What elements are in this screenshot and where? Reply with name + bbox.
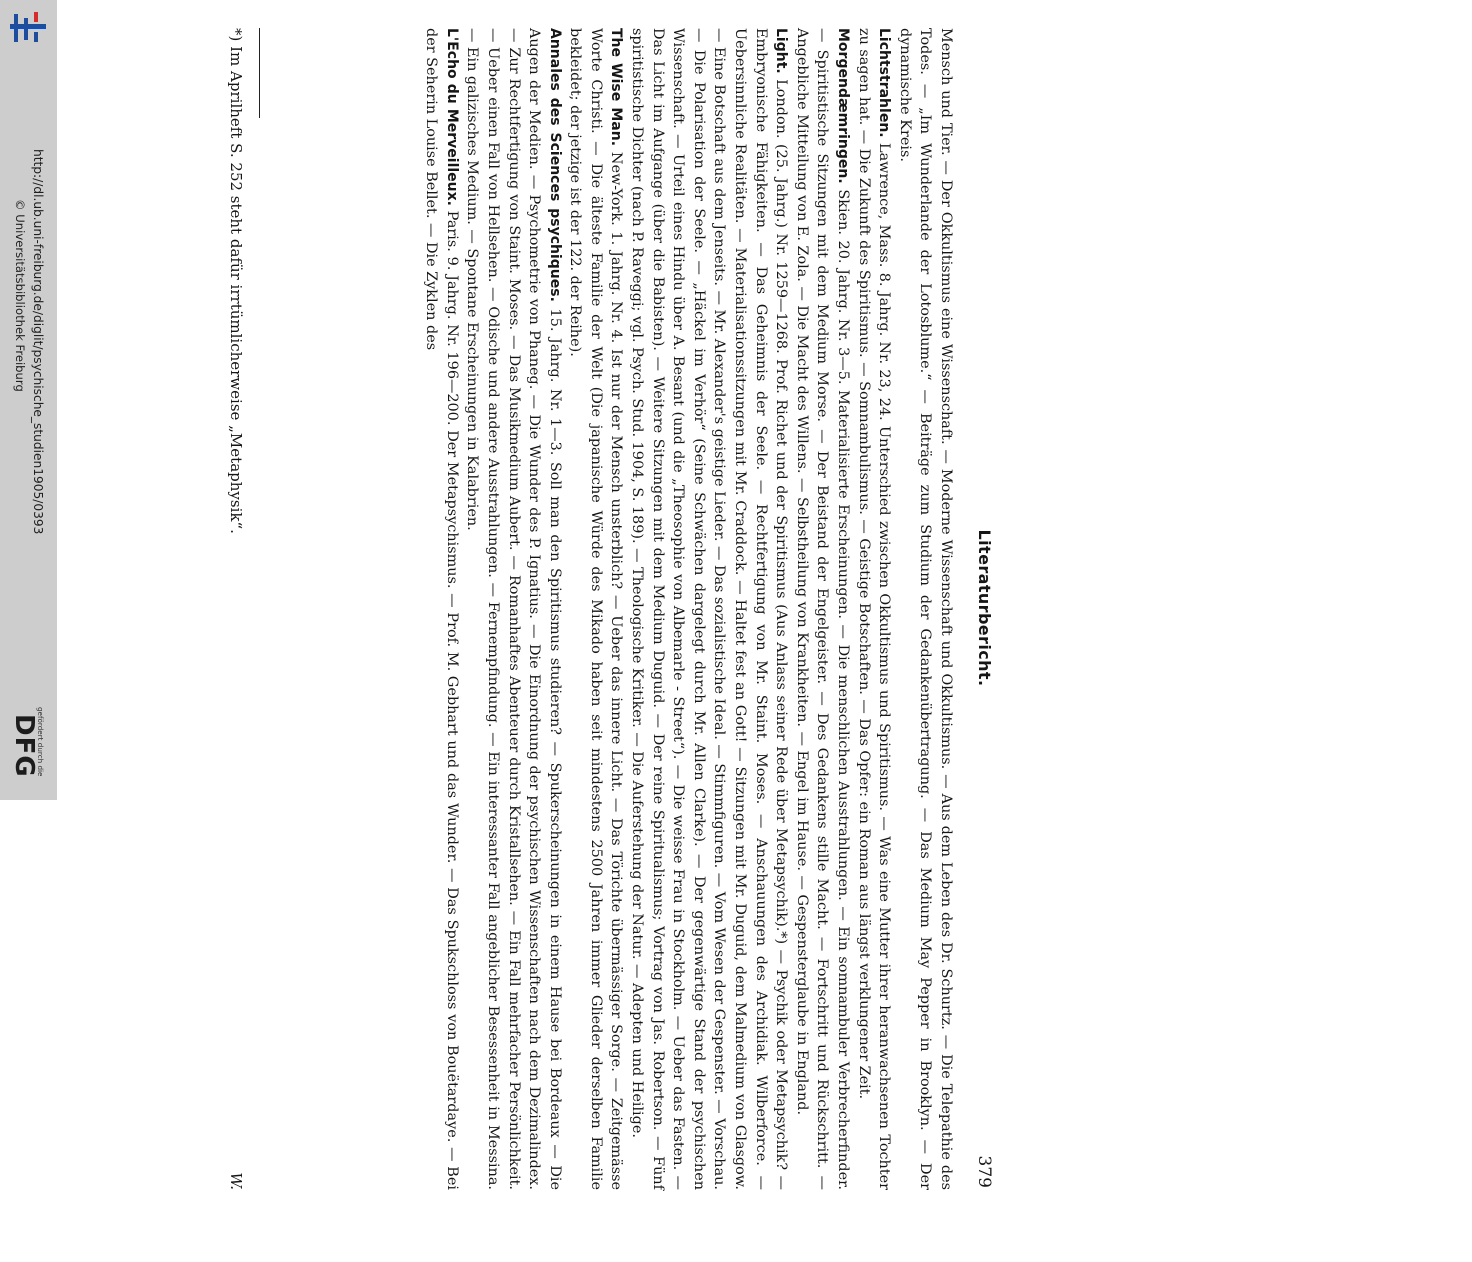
entry-text: Lawrence, Mass. 8. Jahrg. Nr. 23, 24. Unterschied zwischen Okkultismus und Spiritismus. — Was eine Mutter ihrer heranwachsenen Tochter zu sagen hat. — Die Zukunft des Spiritismus. — Somnambulismus. — Geistige Botschaften. — Das Opfer: ein Roman aus längst verklungener Zeit. — [855, 28, 893, 1190]
dfg-logo — [0, 704, 57, 800]
entry — [421, 28, 462, 1190]
entry — [627, 28, 792, 1190]
journal-title: Annales des Sciences psychiques. — [546, 28, 563, 302]
journal-title: Lichtstrahlen. — [876, 28, 893, 138]
entry-text: 15. Jahrg. Nr. 1—3. Soll man den Spiritismus studieren? — Spukerscheinungen in einem Hause bei Bordeaux — Die Augen der Medien. — Psychometrie von Phaneg. — Die Wunder des P. Ignatius. — Die Einordnung der psychischen Wissenschaften nach dem Dezimalindex. — Zur Rechtfertigung von Staint. Moses. — Das Musikmedium Aubert. — Romanhaftes Abenteuer durch Kristallsehen. — Ein Fall mehrfacher Persönlichkeit. — Ueber einen Fall von Hellsehen. — Odische und andere Ausstrahlungen. — Fernempfindung. — Ein interessanter Fall angeblicher Besessenheit in Messina. — Ein galizisches Medium. — Spontane Erscheinungen in Kalabrien. — [464, 28, 563, 1190]
entry-text: Mensch und Tier. — Der Okkultismus eine Wissenschaft. — Moderne Wissenschaft und Okkultismus. — Aus dem Leben des Dr. Schurtz. — Die Telepathie des Todes. — „Im Wunderlande der Lotosblume.“ — Beiträge zum Studium der Gedankenübertragung. — Das Medium May Pepper in Brooklyn. — Der dynamische Kreis. — [896, 28, 954, 1190]
footnote-divider — [259, 28, 260, 118]
entry — [791, 28, 853, 1190]
document-page — [200, 0, 1462, 1190]
copyright-text: © Universitätsbibliothek Freiburg — [13, 199, 27, 392]
entry-text: Skien. 20. Jahrg. Nr. 3—5. Materialisierte Erscheinungen. — Die menschlichen Ausstrahlungen. — Ein somnambuler Verbrecherfinder. — Spiritistische Sitzungen mit dem Medium Morse. — Der Beistand der Engelgeister. — Des Gedankens stille Macht. — Fortschritt und Rückschritt. — Angebliche Mitteilung von E. Zola. — Die Macht des Willens. — Selbstheilung von Krankheiten. — Engel im Hause. — Gespensterglaube in England. — [793, 28, 852, 1190]
entry — [853, 28, 894, 1190]
journal-title: The Wise Man. — [608, 28, 625, 147]
entry-text: London. (25. Jahrg.) Nr. 1259—1268. Prof. Richet und der Spiritismus (Aus Anlass seiner Rede über Metapsychik).*) — Psychik oder Metapsychik? — Embryonische Fähigkeiten. — Das Geheimnis der Seele. — Rechtfertigung von Mr. Staint. Moses. — Anschauungen des Archidiak. Wilberforce. — Uebersinnliche Realitäten. — Materialisationssitzungen mit Mr. Craddock. — Haltet fest an Gott! — Sitzungen mit Mr. Duguid, dem Malmedium von Glasgow. — Eine Botschaft aus dem Jenseits. — Mr. Alexander's geistige Lieder. — Das sozialistische Ideal. — Stimmfiguren. — Vom Wesen der Gespenster. — Vorschau. — Die Polarisation der Seele. — „Häckel im Verhör“ (Seine Schwächen dargelegt durch Mr. Allen Clarke). — Der gegenwärtige Stand der psychischen Wissenschaft. — Urteil eines Hindu über A. Besant (und die „Theosophie von Albemarle - Street“). — Die weisse Frau in Stockholm. — Ueber das Fasten. — Das Licht im Aufgange (über die Babisten). — Weitere Sitzungen mit dem Medium Duguid. — Der reine Spiritualismus; Vortrag von Jas. Robertson. — Fünf spiritistische Dichter (nach P. Raveggi; vgl. Psych. Stud. 1904, S. 189). — Theologische Kritiker. — Die Auferstehung der Natur. — Adepten und Heilige. — [629, 28, 790, 1190]
page-number: 379 — [974, 1155, 994, 1188]
footnote-text: *) Im Aprilheft S. 252 steht dafür irrtümlicherweise „Metaphysik“. — [227, 28, 245, 534]
running-head — [966, 28, 994, 1188]
dfg-funding-text: gefördert durch die — [36, 707, 45, 777]
footnote — [226, 28, 246, 1190]
entry — [894, 28, 956, 1190]
journal-title: Light. — [773, 28, 790, 74]
journal-title: L'Echo du Merveilleux. — [443, 28, 460, 206]
entry-text: Paris. 9. Jahrg. Nr. 196—200. Der Metapsychismus. — Prof. M. Gebhart und das Wunder. — Das Spukschloss von Bouëtardaye. — Bei der Seherin Louise Bellet. — Die Zyklen des — [423, 28, 460, 1190]
source-url-text: http://dl.ub.uni-freiburg.de/diglit/psychische_studien1905/0393 — [31, 149, 45, 535]
viewer-sidebar — [0, 0, 57, 800]
bibliography-entries — [421, 28, 956, 1190]
footnote-signature: W. — [227, 1172, 245, 1190]
uni-freiburg-logo-icon — [4, 8, 50, 48]
rotated-page-content — [200, 0, 1000, 1262]
journal-title: Morgendæmringen. — [835, 28, 852, 184]
page-header-title: Literaturbericht. — [975, 529, 994, 687]
dfg-logo-text: DFG — [9, 714, 39, 778]
entry — [462, 28, 565, 1190]
entry-text: New-York. 1. Jahrg. Nr. 4. Ist nur der Mensch unsterblich? — Ueber das innere Licht. — Das Törichte übermässiger Sorge. — Zeitgemässe Worte Christi. — Die älteste Familie der Welt (Die japanische Würde des Mikado haben seit mindestens 2500 Jahren immer Glieder derselben Familie bekleidet; der jetzige ist der 122. der Reihe). — [567, 28, 625, 1190]
entry — [565, 28, 627, 1190]
